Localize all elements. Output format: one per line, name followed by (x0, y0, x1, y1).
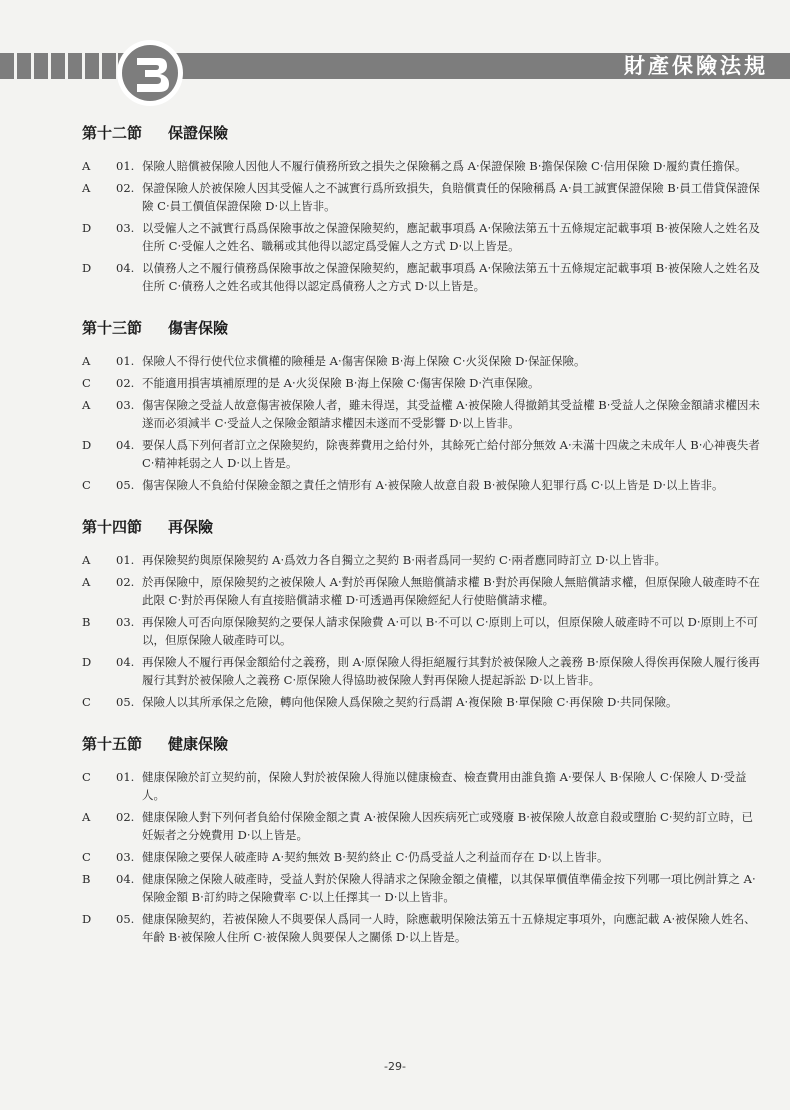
question-text: 要保人爲下列何者訂立之保險契約，除喪葬費用之給付外，其餘死亡給付部分無效 A‧未滿十四歲之未成年人 B‧心神喪失者 C‧精神耗弱之人 D‧以上皆是。 (142, 438, 760, 470)
question-text: 再保險人可否向原保險契約之要保人請求保險費 A‧可以 B‧不可以 C‧原則上可以，但原保險人破產時不可以 D‧原則上不可以，但原保險人破產時可以。 (142, 615, 759, 647)
question-text: 再保險契約與原保險契約 A‧爲效力各自獨立之契約 B‧兩者爲同一契約 C‧兩者應同時訂立 D‧以上皆非。 (142, 553, 667, 567)
section-title (82, 122, 762, 143)
page-number: -29- (384, 1060, 406, 1073)
answer-letter: D (82, 438, 92, 452)
question-number: 04. (116, 438, 135, 452)
question-item (82, 374, 762, 392)
question-item (82, 693, 762, 711)
question-item (82, 352, 762, 370)
answer-letter: A (82, 810, 91, 824)
answer-letter: C (82, 478, 91, 492)
question-number: 01. (116, 553, 135, 567)
question-number: 05. (116, 695, 135, 709)
question-text: 於再保險中，原保險契約之被保險人 A‧對於再保險人無賠償請求權 B‧對於再保險人無賠償請求權，但原保險人破產時不在此限 C‧對於再保險人有直接賠償請求權 D‧可透過再保險經紀人行使賠償請求權。 (142, 575, 760, 607)
answer-letter: A (82, 398, 91, 412)
question-number: 01. (116, 770, 135, 784)
question-number: 04. (116, 872, 135, 886)
answer-letter: B (82, 872, 91, 886)
question-number: 03. (116, 221, 135, 235)
section-name: 傷害保險 (168, 319, 229, 337)
answer-letter: D (82, 261, 92, 275)
section-title (82, 317, 762, 338)
question-item (82, 179, 762, 215)
section-title (82, 516, 762, 537)
answer-letter: C (82, 850, 91, 864)
question-item (82, 613, 762, 649)
question-text: 健康保險人對下列何者負給付保險金額之責 A‧被保險人因疾病死亡或殘廢 B‧被保險人故意自殺或墮胎 C‧契約訂立時，已妊娠者之分娩費用 D‧以上皆是。 (142, 810, 753, 842)
answer-letter: A (82, 553, 91, 567)
answer-letter: C (82, 695, 91, 709)
question-text: 保險人賠償被保險人因他人不履行債務所致之損失之保險稱之爲 A‧保證保險 B‧擔保保險 C‧信用保險 D‧履約責任擔保。 (142, 159, 747, 173)
question-number: 04. (116, 261, 135, 275)
question-number: 05. (116, 912, 135, 926)
header-title: 財產保險法規 (624, 54, 768, 78)
question-number: 01. (116, 354, 135, 368)
question-item (82, 848, 762, 866)
question-text: 保險人以其所承保之危險，轉向他保險人爲保險之契約行爲謂 A‧複保險 B‧單保險 C‧再保險 D‧共同保險。 (142, 695, 678, 709)
answer-letter: B (82, 615, 91, 629)
answer-letter: D (82, 912, 92, 926)
answer-letter: A (82, 354, 91, 368)
question-text: 保險人不得行使代位求償權的險種是 A‧傷害保險 B‧海上保險 C‧火災保險 D‧保証保險。 (142, 354, 586, 368)
section-15 (82, 733, 762, 946)
question-item (82, 573, 762, 609)
question-item (82, 259, 762, 295)
question-text: 健康保險之保險人破產時，受益人對於保險人得請求之保險金額之債權，以其保單價值準備金按下列哪一項比例計算之 A‧保險金額 B‧訂約時之保險費率 C‧以上任擇其一 D‧以上皆非。 (142, 872, 756, 904)
question-text: 傷害保險之受益人故意傷害被保險人者，雖未得逞，其受益權 A‧被保險人得撤銷其受益權 B‧受益人之保險金額請求權因未遂而必須減半 C‧受益人之保險金額請求權因未遂而不受影響 D‧以上皆非。 (142, 398, 760, 430)
section-13 (82, 317, 762, 494)
question-item (82, 157, 762, 175)
question-item (82, 870, 762, 906)
question-text: 健康保險於訂立契約前，保險人對於被保險人得施以健康檢查、檢查費用由誰負擔 A‧要保人 B‧保險人 C‧保險人 D‧受益人。 (142, 770, 747, 802)
question-item (82, 476, 762, 494)
answer-letter: A (82, 575, 91, 589)
section-name: 健康保險 (168, 735, 229, 753)
question-text: 保證保險人於被保險人因其受僱人之不誠實行爲所致損失，負賠償責任的保險稱爲 A‧員工誠實保證保險 B‧員工借貸保證保險 C‧員工價值保證保險 D‧以上皆非。 (142, 181, 760, 213)
question-number: 03. (116, 850, 135, 864)
question-item (82, 436, 762, 472)
section-title (82, 733, 762, 754)
question-text: 以受僱人之不誠實行爲爲保險事故之保證保險契約，應記載事項爲 A‧保險法第五十五條規定記載事項 B‧被保險人之姓名及住所 C‧受僱人之姓名、職稱或其他得以認定爲受僱人之方式 D‧以上皆是。 (142, 221, 760, 253)
question-number: 02. (116, 376, 135, 390)
section-number: 第十三節 (82, 319, 143, 337)
page-header (0, 38, 790, 112)
section-12 (82, 122, 762, 295)
question-number: 03. (116, 398, 135, 412)
question-number: 05. (116, 478, 135, 492)
page-content (82, 122, 762, 946)
section-number: 第十二節 (82, 124, 143, 142)
answer-letter: C (82, 770, 91, 784)
header-stripes (0, 53, 118, 79)
question-number: 03. (116, 615, 135, 629)
section-number: 第十五節 (82, 735, 143, 753)
question-text: 以債務人之不履行債務爲保險事故之保證保險契約，應記載事項爲 A‧保險法第五十五條規定記載事項 B‧被保險人之姓名及住所 C‧債務人之姓名或其他得以認定爲債務人之方式 D‧以上皆是。 (142, 261, 760, 293)
answer-letter: C (82, 376, 91, 390)
section-14 (82, 516, 762, 711)
answer-letter: D (82, 655, 92, 669)
question-item (82, 653, 762, 689)
question-item (82, 910, 762, 946)
question-text: 不能適用損害填補原理的是 A‧火災保險 B‧海上保險 C‧傷害保險 D‧汽車保險。 (142, 376, 540, 390)
section-name: 再保險 (168, 518, 214, 536)
answer-letter: A (82, 159, 91, 173)
question-text: 傷害保險人不負給付保險金額之責任之情形有 A‧被保險人故意自殺 B‧被保險人犯罪行爲 C‧以上皆是 D‧以上皆非。 (142, 478, 724, 492)
question-item (82, 551, 762, 569)
answer-letter: D (82, 221, 92, 235)
section-number: 第十四節 (82, 518, 143, 536)
question-text: 再保險人不履行再保金額給付之義務，則 A‧原保險人得拒絕履行其對於被保險人之義務 B‧原保險人得俟再保險人履行後再履行其對於被保險人之義務 C‧原保險人得協助被保險人對再保險人提起訴訟 D‧以上皆非。 (142, 655, 760, 687)
question-text: 健康保險契約，若被保險人不與要保人爲同一人時，除應載明保險法第五十五條規定事項外，向應記載 A‧被保險人姓名、年齡 B‧被保險人住所 C‧被保險人與要保人之關係 D‧以上皆是。 (142, 912, 756, 944)
question-number: 02. (116, 810, 135, 824)
section-name: 保證保險 (168, 124, 229, 142)
publisher-logo-icon (115, 38, 185, 108)
question-number: 02. (116, 575, 135, 589)
question-item (82, 768, 762, 804)
question-number: 02. (116, 181, 135, 195)
question-text: 健康保險之要保人破產時 A‧契約無效 B‧契約終止 C‧仍爲受益人之利益而存在 D‧以上皆非。 (142, 850, 609, 864)
question-item (82, 808, 762, 844)
question-number: 01. (116, 159, 135, 173)
question-item (82, 396, 762, 432)
answer-letter: A (82, 181, 91, 195)
question-number: 04. (116, 655, 135, 669)
question-item (82, 219, 762, 255)
